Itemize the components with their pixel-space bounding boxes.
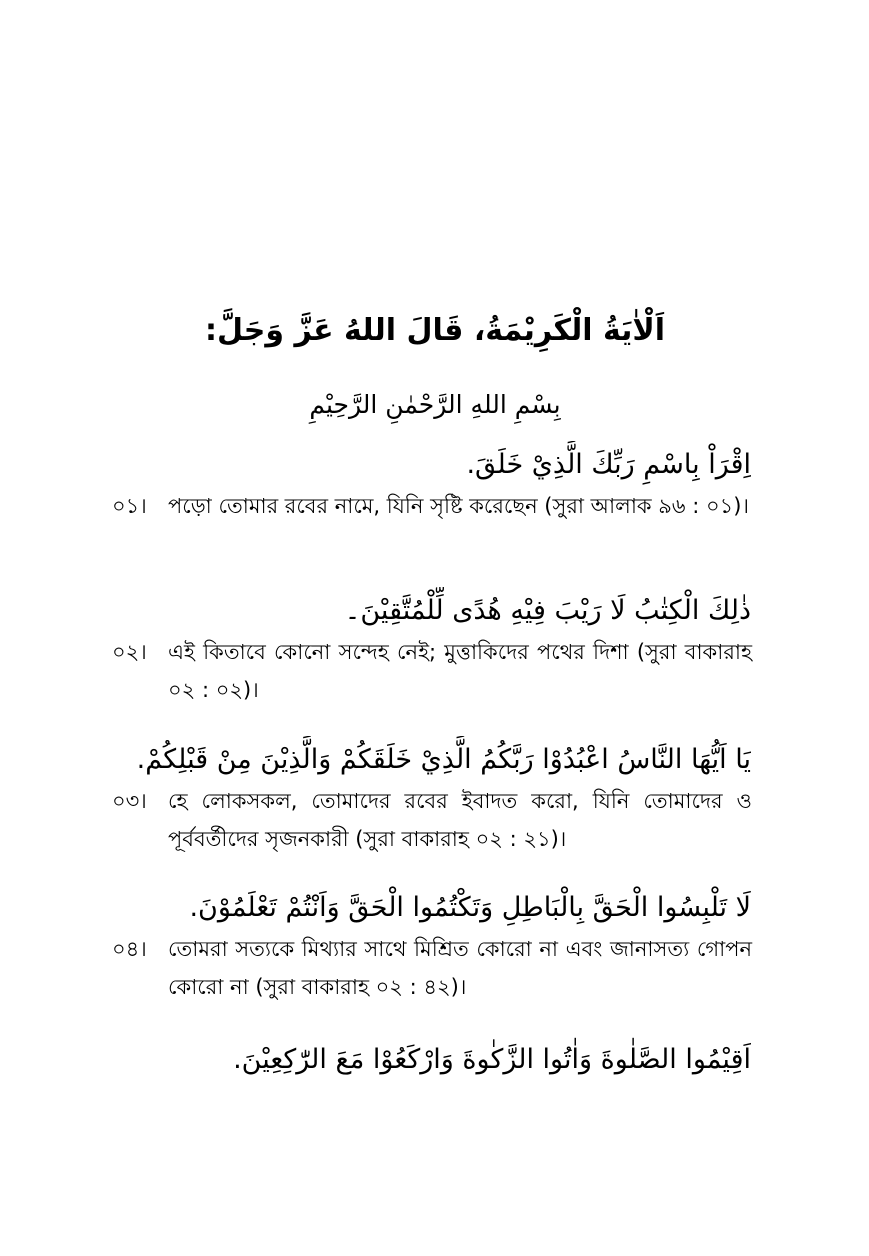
verse-4-translation: তোমরা সত্যকে মিথ্যার সাথে মিশ্রিত কোরো না এবং জানাসত্য গোপন কোরো না (সুরা বাকারাহ ০২ : ৪২)।	[168, 937, 752, 999]
verse-3-translation: হে লোকসকল, তোমাদের রবের ইবাদত করো, যিনি তোমাদের ও পূর্ববর্তীদের সৃজনকারী (সুরা বাকারাহ ০২ : ২১)।	[168, 789, 752, 851]
verse-2-arabic: ذٰلِكَ الْكِتٰبُ لَا رَيْبَ فِيْهِ هُدًى لِّلْمُتَّقِيْنَ۔	[344, 595, 751, 626]
basmala: بِسْمِ اللهِ الرَّحْمٰنِ الرَّحِيْمِ	[309, 390, 561, 419]
verse-3-arabic: يَا اَيُّهَا النَّاسُ اعْبُدُوْا رَبَّكُمُ الَّذِيْ خَلَقَكُمْ وَالَّذِيْنَ مِنْ قَبْلِكُمْ.	[136, 744, 751, 775]
verse-2-translation: এই কিতাবে কোনো সন্দেহ নেই; মুত্তাকিদের পথের দিশা (সুরা বাকারাহ ০২ : ০২)।	[168, 640, 752, 702]
verse-4-arabic: لَا تَلْبِسُوا الْحَقَّ بِالْبَاطِلِ وَتَكْتُمُوا الْحَقَّ وَاَنْتُمْ تَعْلَمُوْنَ.	[189, 892, 751, 923]
verse-2-number: ০২।	[112, 640, 147, 664]
verse-2-entry	[112, 633, 752, 709]
verse-3-number: ০৩।	[112, 789, 147, 813]
verse-3-entry	[112, 782, 752, 858]
verse-1-number: ০১।	[112, 494, 147, 518]
verse-4-number: ০৪।	[112, 937, 147, 961]
verse-1-arabic: اِقْرَاْ بِاسْمِ رَبِّكَ الَّذِيْ خَلَقَ.	[466, 449, 751, 480]
page-heading: اَلْاٰيَةُ الْكَرِيْمَةُ، قَالَ اللهُ عَزَّ وَجَلَّ:	[204, 313, 666, 348]
verse-5-arabic: اَقِيْمُوا الصَّلٰوةَ وَاٰتُوا الزَّكٰوةَ وَارْكَعُوْا مَعَ الرّٰكِعِيْنَ.	[233, 1044, 751, 1075]
verse-1-translation: পড়ো তোমার রবের নামে, যিনি সৃষ্টি করেছেন (সুরা আলাক ৯৬ : ০১)।	[168, 494, 749, 518]
verse-4-entry	[112, 930, 752, 1006]
verse-1-entry	[112, 487, 752, 525]
